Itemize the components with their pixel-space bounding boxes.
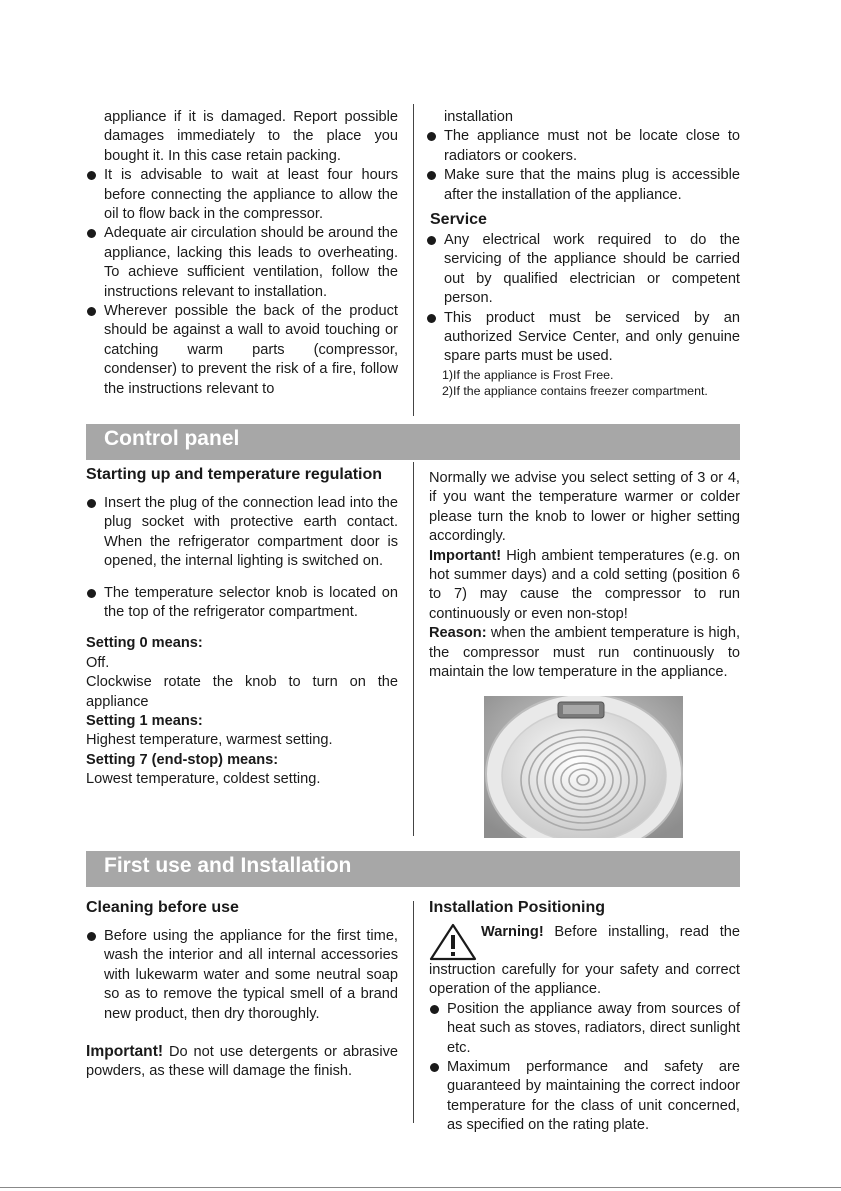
setting-text: Clockwise rotate the knob to turn on the appliance — [86, 674, 398, 710]
reason-text: when the ambient temperature is high, the compressor must run continuously to maintain the low temperature in the appliance. — [429, 625, 740, 681]
section-title: First use and Installation — [104, 854, 352, 877]
list-item: Insert the plug of the connection lead into the plug socket with protective earth contact. When the refrigerator compartment door is opened, the internal lighting is switched on. — [86, 494, 398, 572]
service-heading: Service — [430, 211, 487, 229]
list-item: Any electrical work required to do the servicing of the appliance should be carried out by qualified electrician or competent person. — [426, 231, 740, 309]
warning-label: Warning! — [481, 924, 544, 940]
list-item: Wherever possible the back of the product should be against a wall to avoid touching or catching warm parts (compressor, condenser) to prevent the risk of a fire, follow the instructions relevant to — [86, 302, 398, 399]
column-divider — [413, 462, 414, 836]
list-item: The temperature selector knob is located on the top of the refrigerator compartment. — [86, 584, 398, 623]
paragraph: installation — [444, 109, 513, 125]
column-divider — [413, 901, 414, 1123]
subsection-title: Installation Positioning — [429, 899, 605, 916]
important-text: High ambient temperatures (e.g. on hot summer days) and a cold setting (position 6 to 7) may cause the compressor to run continuously or even non-stop! — [429, 547, 740, 622]
paragraph: appliance if it is damaged. Report possible damages immediately to the place you bought it. In this case retain packing. — [104, 109, 398, 164]
reason-label: Reason: — [429, 625, 487, 642]
warning-triangle-icon — [429, 923, 477, 961]
list-item: It is advisable to wait at least four hours before connecting the appliance to allow the oil to flow back in the compressor. — [86, 166, 398, 224]
list-item: The appliance must not be locate close to radiators or cookers. — [426, 127, 740, 166]
control-left-column — [86, 464, 398, 790]
paragraph — [429, 547, 740, 625]
first-use-left-column — [86, 897, 398, 1082]
thermostat-knob-image — [484, 696, 683, 838]
top-right-column — [426, 108, 740, 399]
list-item: Make sure that the mains plug is accessible after the installation of the appliance. — [426, 166, 740, 205]
first-use-right-column — [429, 897, 740, 1136]
important-text: Do not use detergents or abrasive powders, as these will damage the finish. — [86, 1044, 398, 1080]
paragraph: Normally we advise you select setting of 3 or 4, if you want the temperature warmer or colder please turn the knob to lower or higher setting accordingly. — [429, 470, 740, 545]
subsection-title: Starting up and temperature regulation — [86, 466, 383, 483]
warning-text: Before installing, read the instruction carefully for your safety and correct operation of the appliance. — [429, 924, 740, 998]
warning-paragraph — [429, 923, 740, 1000]
setting-text: Lowest temperature, coldest setting. — [86, 771, 321, 788]
setting-label: Setting 1 means: — [86, 713, 203, 730]
setting-label: Setting 7 (end-stop) means: — [86, 751, 279, 768]
list-item: Before using the appliance for the first time, wash the interior and all internal accessories with lukewarm water and some neutral soap so as to remove the typical smell of a brand new product, then dry thoroughly. — [86, 927, 398, 1024]
page-bottom-rule — [0, 1187, 841, 1188]
important-label: Important! — [429, 547, 502, 564]
list-item: This product must be serviced by an authorized Service Center, and only genuine spare parts must be used. — [426, 309, 740, 367]
setting-text: Off. — [86, 654, 110, 671]
footnote: 1)If the appliance is Frost Free. — [442, 367, 614, 382]
control-right-column — [429, 469, 740, 682]
setting-label: Setting 0 means: — [86, 635, 203, 652]
list-item: Position the appliance away from sources of heat such as stoves, radiators, direct sunlight etc. — [429, 1000, 740, 1058]
footnote: 2)If the appliance contains freezer compartment. — [442, 383, 708, 398]
paragraph — [429, 624, 740, 682]
section-header-bar — [86, 424, 740, 460]
section-header-bar — [86, 851, 740, 887]
list-item: Adequate air circulation should be around the appliance, lacking this leads to overheating. To achieve sufficient ventilation, follow the instructions relevant to installation. — [86, 224, 398, 302]
list-item: Maximum performance and safety are guaranteed by maintaining the correct indoor temperature for the class of unit concerned, as specified on the rating plate. — [429, 1058, 740, 1136]
paragraph — [86, 1042, 398, 1082]
setting-text: Highest temperature, warmest setting. — [86, 732, 333, 749]
subsection-title: Cleaning before use — [86, 899, 239, 916]
important-label: Important! — [86, 1043, 164, 1061]
top-left-column — [86, 108, 398, 399]
section-title: Control panel — [104, 427, 240, 450]
thermostat-knob-photo — [484, 696, 683, 838]
column-divider — [413, 104, 414, 416]
